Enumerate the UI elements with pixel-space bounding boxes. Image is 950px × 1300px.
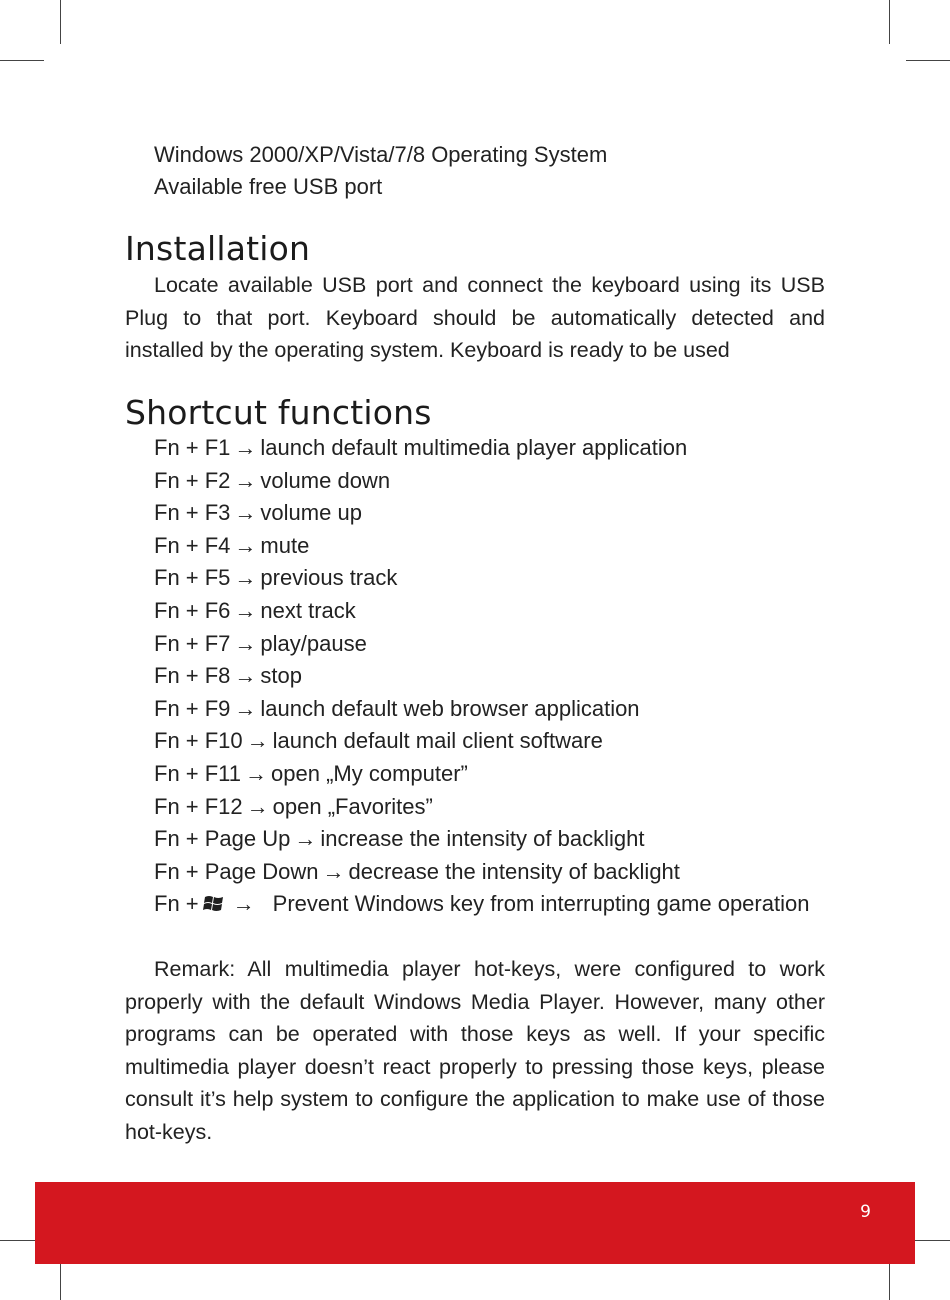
- footer-band: [35, 1182, 915, 1264]
- shortcut-keys: Fn +: [154, 891, 199, 917]
- arrow-right-icon: →: [234, 565, 257, 591]
- arrow-right-icon: →: [234, 435, 257, 460]
- shortcut-item: [154, 432, 834, 465]
- crop-mark: [0, 60, 44, 61]
- shortcut-item-windows: [154, 888, 834, 921]
- shortcut-description: next track: [260, 597, 356, 623]
- shortcut-description: open „My computer”: [271, 760, 468, 786]
- shortcut-description: previous track: [260, 565, 398, 591]
- arrow-right-icon: →: [234, 500, 257, 526]
- crop-mark: [906, 60, 950, 61]
- shortcut-keys: Fn + Page Up: [154, 826, 291, 852]
- shortcut-item: [154, 856, 834, 889]
- shortcut-keys: Fn + F8: [154, 663, 231, 689]
- shortcut-item: [154, 562, 834, 595]
- shortcut-keys: Fn + F7: [154, 630, 231, 656]
- arrow-right-icon: →: [294, 826, 317, 852]
- windows-logo-icon: [203, 891, 225, 924]
- arrow-right-icon: →: [245, 760, 268, 786]
- arrow-right-icon: →: [234, 630, 257, 656]
- shortcut-description: launch default web browser application: [260, 695, 640, 721]
- requirement-usb: Available free USB port: [154, 174, 383, 199]
- shortcut-item: [154, 660, 834, 693]
- shortcut-description: decrease the intensity of backlight: [348, 858, 680, 884]
- shortcut-item: [154, 465, 834, 498]
- shortcut-item: [154, 595, 834, 628]
- shortcuts-heading: Shortcut functions: [125, 393, 432, 432]
- arrow-right-icon: →: [234, 695, 257, 721]
- installation-heading: Installation: [125, 229, 311, 268]
- arrow-right-icon: →: [246, 793, 269, 819]
- arrow-right-icon: →: [234, 663, 257, 689]
- arrow-right-icon: →: [234, 467, 257, 493]
- page-number: 9: [860, 1202, 871, 1222]
- remark-text: Remark: All multimedia player hot-keys, were configured to work properly with the default Windows Media Player. However, many other programs can be operated with those keys as well. If your specific multimedia player doesn’t react properly to pressing those keys, please consult it’s help system to configure the application to make use of those hot-keys.: [125, 957, 825, 1144]
- crop-mark: [889, 0, 890, 44]
- crop-mark: [60, 0, 61, 44]
- shortcut-keys: Fn + Page Down: [154, 858, 319, 884]
- shortcut-keys: Fn + F2: [154, 467, 231, 493]
- shortcut-item: [154, 693, 834, 726]
- installation-text: Locate available USB port and connect the keyboard using its USB Plug to that port. Keyboard should be automatically detected and installed by the operating system. Keyboard is ready to be used: [125, 273, 825, 362]
- shortcut-item: [154, 497, 834, 530]
- arrow-right-icon: →: [246, 728, 269, 754]
- shortcut-keys: Fn + F1: [154, 435, 231, 460]
- shortcut-description: mute: [260, 532, 310, 558]
- shortcut-keys: Fn + F12: [154, 793, 243, 819]
- requirement-os: Windows 2000/XP/Vista/7/8 Operating System: [154, 142, 608, 167]
- shortcut-list: [154, 432, 834, 921]
- shortcut-item: [154, 823, 834, 856]
- shortcut-description: launch default mail client software: [272, 728, 603, 754]
- shortcut-item: [154, 791, 834, 824]
- shortcut-description: stop: [260, 663, 303, 689]
- shortcut-keys: Fn + F5: [154, 565, 231, 591]
- shortcut-keys: Fn + F11: [154, 760, 242, 786]
- shortcut-description: increase the intensity of backlight: [320, 826, 645, 852]
- shortcut-keys: Fn + F9: [154, 695, 231, 721]
- shortcut-item: [154, 725, 834, 758]
- arrow-right-icon: →: [322, 858, 345, 884]
- shortcut-item: [154, 758, 834, 791]
- shortcut-description: open „Favorites”: [272, 793, 433, 819]
- shortcut-description: Prevent Windows key from interrupting game operation: [272, 891, 810, 917]
- shortcut-keys: Fn + F3: [154, 500, 231, 526]
- shortcut-keys: Fn + F6: [154, 597, 231, 623]
- arrow-right-icon: →: [232, 891, 255, 917]
- shortcut-description: launch default multimedia player application: [260, 435, 688, 460]
- shortcut-description: volume up: [260, 500, 362, 526]
- arrow-right-icon: →: [234, 532, 257, 558]
- shortcut-keys: Fn + F4: [154, 532, 231, 558]
- shortcut-item: [154, 628, 834, 661]
- shortcut-item: [154, 530, 834, 563]
- shortcut-keys: Fn + F10: [154, 728, 243, 754]
- arrow-right-icon: →: [234, 597, 257, 623]
- shortcut-description: play/pause: [260, 630, 367, 656]
- shortcut-description: volume down: [260, 467, 391, 493]
